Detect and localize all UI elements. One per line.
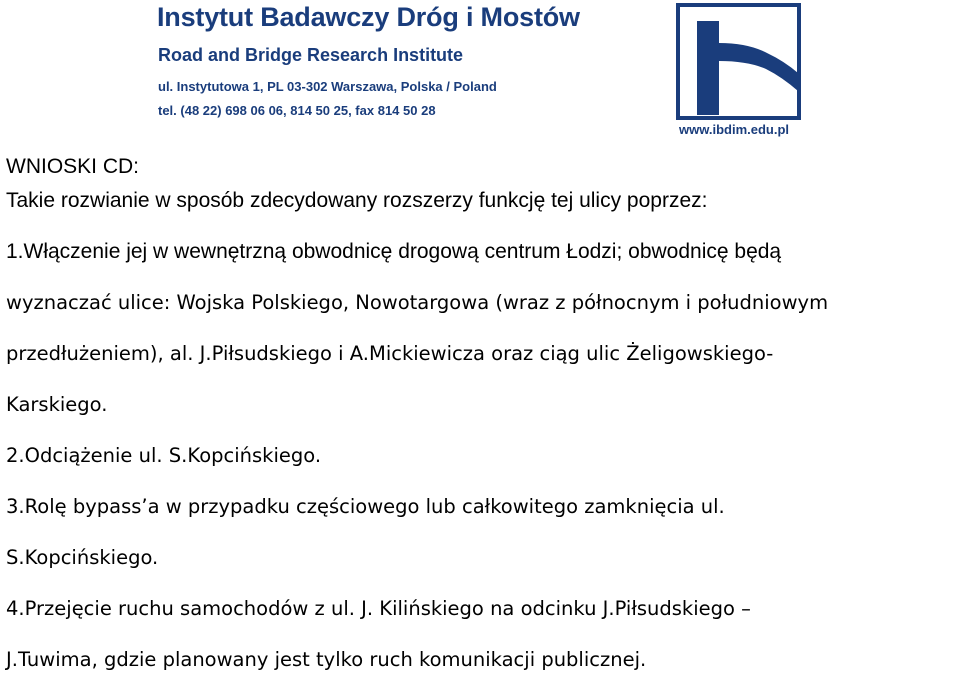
text-line: przedłużeniem), al. J.Piłsudskiego i A.Mickiewicza oraz ciąg ulic Żeligowskiego- bbox=[6, 342, 774, 365]
text-line: wyznaczać ulice: Wojska Polskiego, Nowotargowa (wraz z północnym i południowym bbox=[6, 291, 829, 314]
institute-phone: tel. (48 22) 698 06 06, 814 50 25, fax 814 50 28 bbox=[158, 103, 436, 118]
document-body bbox=[6, 150, 956, 685]
text-line: S.Kopcińskiego. bbox=[6, 546, 159, 569]
website-url: www.ibdim.edu.pl bbox=[679, 122, 790, 137]
intro-text: Takie rozwianie w sposób zdecydowany rozszerzy funkcję tej ulicy poprzez: bbox=[6, 189, 708, 212]
text-line: 2.Odciążenie ul. S.Kopcińskiego. bbox=[6, 444, 322, 467]
text-line: J.Tuwima, gdzie planowany jest tylko ruch komunikacji publicznej. bbox=[6, 648, 647, 671]
institute-address: ul. Instytutowa 1, PL 03-302 Warszawa, Polska / Poland bbox=[158, 79, 497, 94]
conclusions-list bbox=[6, 226, 956, 685]
text-line: 3.Rolę bypass’a w przypadku częściowego lub całkowitego zamknięcia ul. bbox=[6, 495, 725, 518]
text-line: Karskiego. bbox=[6, 393, 108, 416]
text-line: 1.Włączenie jej w wewnętrzną obwodnicę drogową centrum Łodzi; obwodnicę będą bbox=[6, 240, 782, 263]
institute-name-en: Road and Bridge Research Institute bbox=[158, 45, 464, 65]
text-line: 4.Przejęcie ruchu samochodów z ul. J. Kilińskiego na odcinku J.Piłsudskiego – bbox=[6, 597, 751, 620]
section-title: WNIOSKI CD: bbox=[6, 155, 140, 178]
institute-name: Instytut Badawczy Dróg i Mostów bbox=[157, 2, 580, 32]
letterhead bbox=[0, 0, 959, 140]
ibdim-logo-icon bbox=[676, 3, 801, 120]
